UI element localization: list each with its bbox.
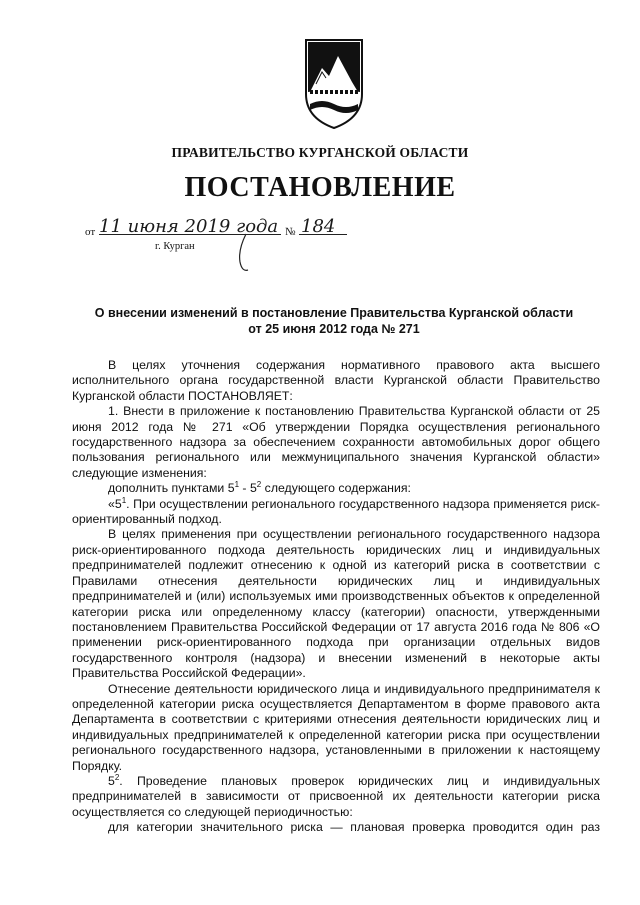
document-type-title: ПОСТАНОВЛЕНИЕ (184, 172, 456, 203)
document-subject (70, 305, 598, 337)
coat-of-arms-emblem (302, 38, 366, 130)
number-prefix: № (285, 226, 296, 238)
subject-line-1: О внесении изменений в постановление Правительства Курганской области (94, 306, 574, 320)
amendment-intro-paragraph: дополнить пунктами $5^1 - 5^2$ следующего содержания: (108, 480, 411, 496)
risk-assignment-paragraph: Отнесение деятельности юридического лица и индивидуального предпринимателя к определенной категории риска осуществляется Департаментом в форме правового акта Департамента в соответствии с критериями отнесения деятельности юридических лиц и индивидуальных предпринимателей к определенной категории риска при осуществлении регионального государственного надзора, установленными в приложении к настоящему Порядку. (72, 681, 600, 773)
significant-risk-paragraph: для категории значительного риска — плановая проверка проводится один раз (108, 820, 600, 835)
point-5-2-paragraph: $5^2$. Проведение плановых проверок юридических лиц и индивидуальных предпринимателей в зависимости от присвоенной их деятельности категории риска осуществляется со следующей периодичностью: (72, 772, 600, 819)
point-5-1-paragraph: «$5^1$. При осуществлении регионального государственного надзора применяется риск-ориентированный подход. (72, 495, 600, 527)
handwritten-number: 184 (301, 216, 336, 237)
date-prefix: от (85, 226, 96, 238)
number-underline (299, 234, 347, 235)
handwritten-date: 11 июня 2019 года (99, 216, 279, 237)
risk-category-paragraph: В целях применения при осуществлении регионального государственного надзора риск-ориентированного подхода деятельность юридических лиц и индивидуальных предпринимателей подлежит отнесению к одной из категорий риска в соответствии с Правилами отнесения деятельности юридических лиц и индивидуальных предпринимателей и (или) используемых ими производственных объектов к определенной категории риска или определенному классу (категории) опасности, утвержденными постановлением Правительства Российской Федерации от 17 августа 2016 года № 806 «О применении риск-ориентированного подхода при организации отдельных видов государственного контроля (надзора) и внесении изменений в некоторые акты Правительства Российской Федерации». (72, 527, 600, 681)
clause-1-paragraph: 1. Внести в приложение к постановлению Правительства Курганской области от 25 июня 2012 года № 271 «Об утверждении Порядка осуществления регионального государственного надзора за обеспечением сохранности автомобильных дорог общего пользования регионального или межмуниципального значения Курганской области» следующие изменения: (72, 404, 600, 480)
issue-city: г. Курган (155, 241, 195, 252)
document-body (72, 358, 600, 836)
handwritten-flourish (232, 232, 256, 274)
subject-line-2: от 25 июня 2012 года № 271 (248, 322, 420, 336)
preamble-paragraph: В целях уточнения содержания нормативного правового акта высшего исполнительного органа государственной власти Курганской области Правительство Курганской области ПОСТАНОВЛЯЕТ: (72, 358, 600, 403)
issuing-authority: ПРАВИТЕЛЬСТВО КУРГАНСКОЙ ОБЛАСТИ (171, 145, 469, 160)
